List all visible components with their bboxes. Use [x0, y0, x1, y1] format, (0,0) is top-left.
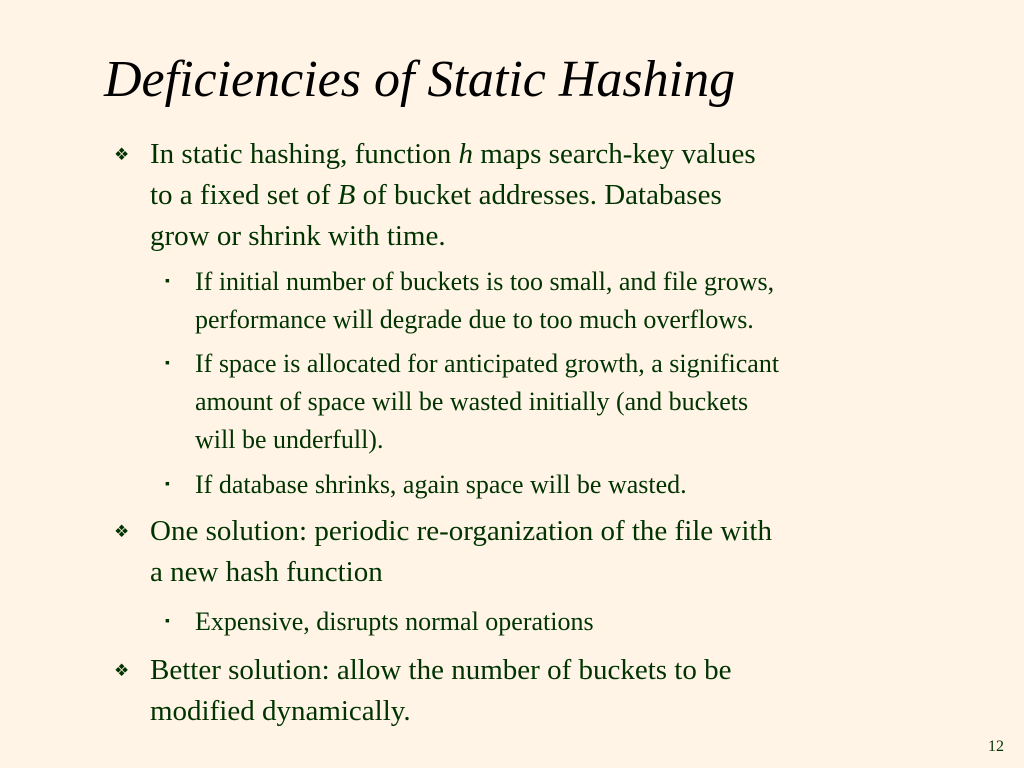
text-line: One solution: periodic re-organization of the file with — [150, 515, 772, 547]
bucket-count-b-symbol: B — [337, 179, 356, 211]
text-line: In static hashing, function h maps search-key values — [150, 138, 756, 170]
text-line: Better solution: allow the number of buckets to be — [150, 654, 732, 686]
text-line: grow or shrink with time. — [150, 220, 446, 252]
square-bullet-icon: ▪ — [165, 356, 170, 371]
text-line: modified dynamically. — [150, 695, 411, 727]
text-line: performance will degrade due to too much overflows. — [195, 305, 754, 334]
diamond-bullet-icon: ❖ — [114, 661, 130, 680]
square-bullet-icon: ▪ — [165, 274, 170, 289]
page-number: 12 — [988, 738, 1004, 755]
sub-bullet-item-shrinks — [165, 466, 985, 504]
text-line: If initial number of buckets is too small, and file grows, — [195, 267, 775, 296]
diamond-bullet-icon: ❖ — [114, 522, 130, 541]
square-bullet-icon: ▪ — [165, 614, 170, 629]
text-line: will be underfull). — [195, 425, 384, 454]
text-line: to a fixed set of B of bucket addresses. Databases — [150, 179, 722, 211]
bullet-item-one-solution — [114, 511, 960, 593]
text-line: Expensive, disrupts normal operations — [195, 607, 594, 636]
sub-bullet-item-anticipated-growth — [165, 345, 985, 459]
slide-title: Deficiencies of Static Hashing — [104, 51, 736, 108]
bullet-item-better-solution — [114, 650, 960, 732]
square-bullet-icon: ▪ — [165, 477, 170, 492]
sub-bullet-item-too-small — [165, 263, 985, 339]
text-line: If database shrinks, again space will be wasted. — [195, 470, 687, 499]
diamond-bullet-icon: ❖ — [114, 145, 130, 164]
text-line: a new hash function — [150, 556, 383, 588]
text-line: amount of space will be wasted initially (and buckets — [195, 387, 749, 416]
function-h-symbol: h — [458, 138, 473, 170]
bullet-item-static-hashing — [114, 134, 960, 257]
sub-bullet-item-expensive — [165, 603, 985, 641]
text-line: If space is allocated for anticipated growth, a significant — [195, 349, 780, 378]
